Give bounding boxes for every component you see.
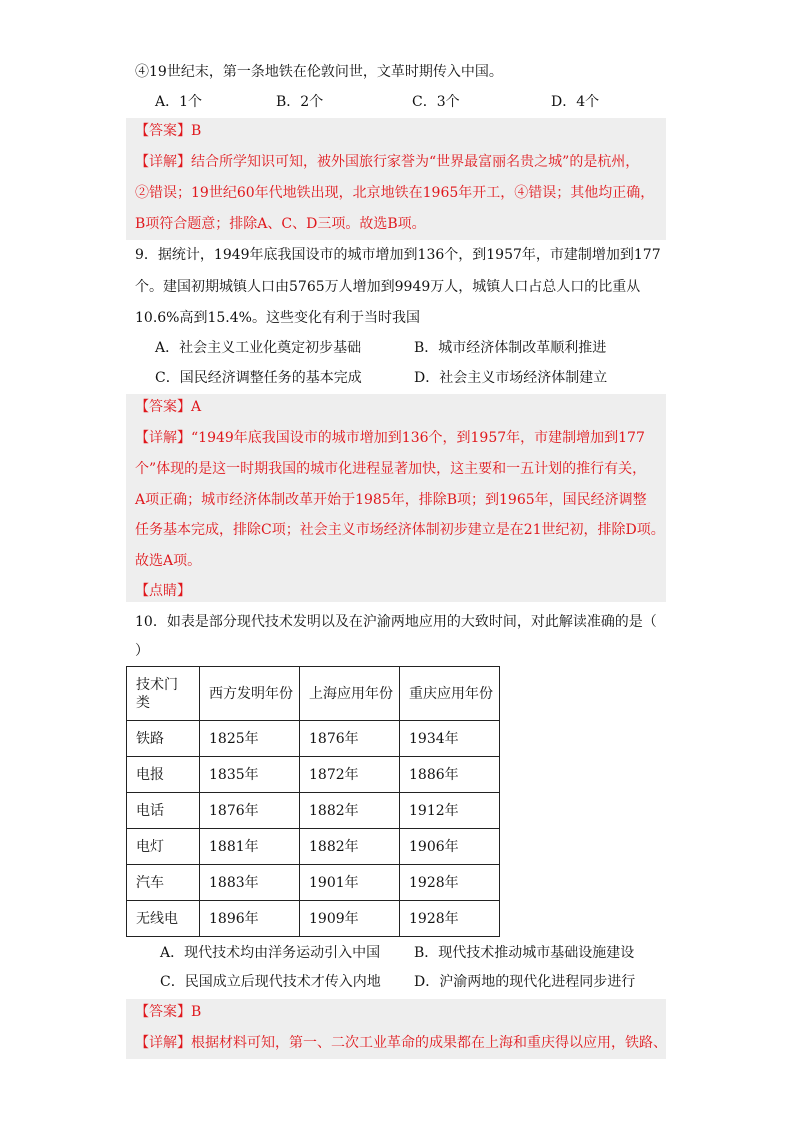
q9-stem-line-1: 9．据统计，1949年底我国设市的城市增加到136个，到1957年，市建制增加到177 — [135, 247, 661, 263]
q9-option-c: C．国民经济调整任务的基本完成 — [155, 370, 362, 386]
table-cell: 1872年 — [300, 757, 400, 793]
table-row — [127, 757, 500, 793]
q8-detail-line-1: 【详解】结合所学知识可知，被外国旅行家誉为“世界最富丽名贵之城”的是杭州， — [135, 154, 640, 170]
table-cell: 汽车 — [127, 865, 200, 901]
q9-stem-line-3: 10.6%高到15.4%。这些变化有利于当时我国 — [135, 310, 420, 326]
q10-detail-line-1: 【详解】根据材料可知，第一、二次工业革命的成果都在上海和重庆得以应用，铁路、 — [135, 1035, 667, 1051]
q10-stem-line-1: 10．如表是部分现代技术发明以及在沪渝两地应用的大致时间，对此解读准确的是（ — [135, 614, 657, 630]
table-header-cell — [127, 667, 200, 721]
table-cell: 1909年 — [300, 901, 400, 937]
table-cell: 1835年 — [200, 757, 300, 793]
q9-detail-line-4: 任务基本完成，排除C项；社会主义市场经济体制初步建立是在21世纪初，排除D项。 — [135, 522, 665, 538]
q8-detail-line-3: B项符合题意；排除A、C、D三项。故选B项。 — [135, 216, 426, 232]
table-cell: 1934年 — [400, 721, 500, 757]
q9-option-a: A．社会主义工业化奠定初步基础 — [155, 340, 362, 356]
table-header-cell: 西方发明年份 — [200, 667, 300, 721]
q8-option-a: A．1个 — [155, 94, 203, 110]
q8-option-d: D．4个 — [551, 94, 600, 110]
q9-tip-label: 【点睛】 — [135, 583, 191, 599]
table-row — [127, 721, 500, 757]
table-row — [127, 901, 500, 937]
table-header-cell: 上海应用年份 — [300, 667, 400, 721]
q8-answer: 【答案】B — [135, 123, 202, 139]
table-cell: 电灯 — [127, 829, 200, 865]
q9-stem-line-2: 个。建国初期城镇人口由5765万人增加到9949万人，城镇人口占总人口的比重从 — [135, 279, 641, 295]
q9-detail-line-3: A项正确；城市经济体制改革开始于1985年，排除B项；到1965年，国民经济调整 — [135, 492, 647, 508]
q8-option-b: B．2个 — [276, 94, 324, 110]
table-cell: 1912年 — [400, 793, 500, 829]
q9-option-b: B．城市经济体制改革顺利推进 — [414, 340, 607, 356]
header-category: 技术门类 — [136, 676, 178, 711]
q10-stem-line-2: ） — [135, 643, 149, 659]
q9-detail-line-2: 个”体现的是这一时期我国的城市化进程显著加快，这主要和一五计划的推行有关， — [135, 461, 647, 477]
table-row — [127, 865, 500, 901]
table-cell: 1825年 — [200, 721, 300, 757]
q10-option-b: B．现代技术推动城市基础设施建设 — [414, 945, 635, 961]
table-cell: 1901年 — [300, 865, 400, 901]
table-cell: 1886年 — [400, 757, 500, 793]
q9-answer: 【答案】A — [135, 399, 202, 415]
q8-statement-4: ④19世纪末，第一条地铁在伦敦问世，文革时期传入中国。 — [135, 64, 503, 80]
q10-option-a: A．现代技术均由洋务运动引入中国 — [160, 945, 381, 961]
q10-option-d: D．沪渝两地的现代化进程同步进行 — [414, 974, 636, 990]
q9-option-d: D．社会主义市场经济体制建立 — [414, 370, 608, 386]
table-cell: 1883年 — [200, 865, 300, 901]
table-cell: 1882年 — [300, 829, 400, 865]
table-cell: 1928年 — [400, 865, 500, 901]
q9-detail-line-1: 【详解】“1949年底我国设市的城市增加到136个，到1957年，市建制增加到177 — [135, 430, 645, 446]
table-header-cell: 重庆应用年份 — [400, 667, 500, 721]
table-cell: 1928年 — [400, 901, 500, 937]
table-cell: 电报 — [127, 757, 200, 793]
table-cell: 1876年 — [200, 793, 300, 829]
table-cell: 1876年 — [300, 721, 400, 757]
table-cell: 1881年 — [200, 829, 300, 865]
table-header-row — [127, 667, 500, 721]
q10-option-c: C．民国成立后现代技术才传入内地 — [160, 974, 381, 990]
q8-detail-line-2: ②错误；19世纪60年代地铁出现，北京地铁在1965年开工，④错误；其他均正确， — [135, 185, 655, 201]
q10-answer: 【答案】B — [135, 1004, 202, 1020]
table-cell: 1882年 — [300, 793, 400, 829]
technology-table — [126, 666, 500, 937]
table-cell: 1906年 — [400, 829, 500, 865]
q9-detail-line-5: 故选A项。 — [135, 553, 202, 569]
table-row — [127, 793, 500, 829]
table-cell: 1896年 — [200, 901, 300, 937]
table-row — [127, 829, 500, 865]
q8-option-c: C．3个 — [412, 94, 460, 110]
table-cell: 电话 — [127, 793, 200, 829]
table-cell: 铁路 — [127, 721, 200, 757]
table-cell: 无线电 — [127, 901, 200, 937]
